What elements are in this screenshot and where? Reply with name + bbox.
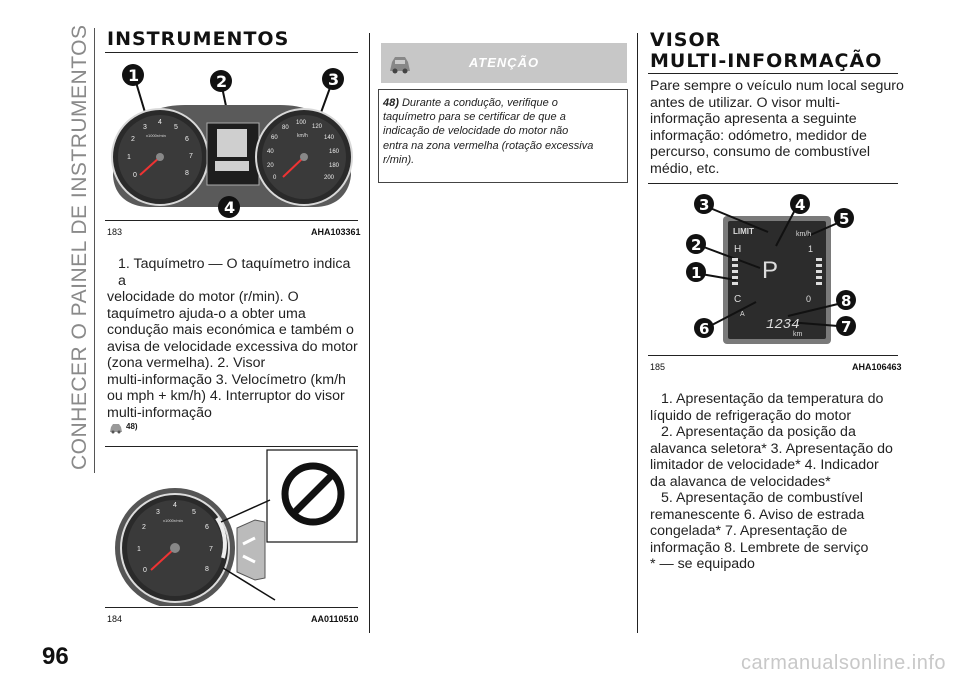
figure-185-code: AHA106463 <box>852 362 902 372</box>
svg-text:P: P <box>762 257 779 284</box>
svg-text:1: 1 <box>137 546 141 553</box>
legend-line: remanescente 6. Aviso de estrada <box>650 506 865 523</box>
display-illustration <box>648 186 898 352</box>
legend-line: 2. Apresentação da posição da <box>661 424 856 440</box>
svg-text:8: 8 <box>841 292 852 310</box>
svg-text:2: 2 <box>691 236 702 254</box>
paragraph-line: taquímetro ajuda-o a obter uma <box>107 305 306 322</box>
warning-ref-number: 48) <box>126 422 138 431</box>
warning-title: ATENÇÃO <box>468 55 540 70</box>
svg-text:3: 3 <box>156 509 160 516</box>
svg-text:2: 2 <box>216 72 228 91</box>
legend-line: limitador de velocidade* 4. Indicador <box>650 457 879 473</box>
legend-line: líquido de refrigeração do motor <box>650 407 852 424</box>
svg-text:x1000r/min: x1000r/min <box>163 518 183 523</box>
svg-text:140: 140 <box>324 135 335 141</box>
warning-header <box>381 43 627 83</box>
warning-line: r/min). <box>383 153 415 166</box>
svg-text:km: km <box>793 331 803 338</box>
svg-text:4: 4 <box>224 198 236 217</box>
svg-text:200: 200 <box>324 175 335 181</box>
svg-text:1: 1 <box>808 244 814 254</box>
svg-text:x1000r/min: x1000r/min <box>146 133 166 138</box>
intro-line: Pare sempre o veículo num local seguro <box>650 78 904 94</box>
svg-text:5: 5 <box>839 210 850 228</box>
section-title-text: CONHECER O PAINEL DE INSTRUMENTOS <box>68 24 91 470</box>
svg-text:H: H <box>734 244 742 255</box>
cluster-illustration <box>105 57 358 220</box>
car-warning-icon <box>108 420 124 434</box>
warning-line: entra na zona vermelha (rotação excessiva <box>383 139 594 152</box>
svg-text:LIMIT: LIMIT <box>733 227 754 236</box>
figure-183-instrument-cluster <box>105 57 358 220</box>
svg-text:8: 8 <box>185 170 189 177</box>
paragraph-line: 1. Taquímetro — O taquímetro indica a <box>118 256 351 289</box>
visor-heading-rule <box>648 73 898 74</box>
svg-text:8: 8 <box>205 566 209 573</box>
visor-intro <box>650 78 905 177</box>
svg-text:180: 180 <box>329 163 340 169</box>
intro-line: informação: odómetro, medidor de <box>650 127 867 144</box>
tachometer-redzone-illustration <box>105 448 358 606</box>
svg-text:0: 0 <box>133 172 137 179</box>
legend-line: * — se equipado <box>650 556 755 572</box>
figure-184-rule <box>105 607 358 608</box>
svg-text:4: 4 <box>795 196 806 214</box>
figure-183-rule <box>105 220 358 221</box>
warning-line: taquímetro para se certificar de que a <box>383 111 566 124</box>
svg-text:20: 20 <box>267 163 274 169</box>
svg-text:0: 0 <box>143 567 147 574</box>
warning-line: indicação de velocidade do motor não <box>383 125 569 138</box>
paragraph-line: velocidade do motor (r/min). O <box>107 289 299 305</box>
svg-text:km/h: km/h <box>297 133 308 139</box>
display-legend <box>650 391 905 573</box>
intro-line: informação apresenta a seguinte <box>650 111 857 127</box>
figure-183-number: 183 <box>107 227 123 237</box>
side-divider <box>94 28 95 473</box>
legend-line: 5. Apresentação de combustível <box>661 490 863 506</box>
paragraph-line: multi-informação 3. Velocímetro (km/h <box>107 371 346 388</box>
warning-line: Durante a condução, verifique o <box>401 97 558 109</box>
watermark: carmanualsonline.info <box>740 652 946 674</box>
figure-184-top-rule <box>105 446 358 447</box>
intro-line: médio, etc. <box>650 160 720 177</box>
svg-text:3: 3 <box>328 70 340 89</box>
warning-text <box>383 96 621 167</box>
figure-184-redzone <box>105 448 358 606</box>
svg-text:60: 60 <box>271 135 278 141</box>
svg-text:4: 4 <box>173 502 177 509</box>
instrumentos-heading: INSTRUMENTOS <box>107 28 290 50</box>
column-divider-1 <box>369 33 370 633</box>
svg-text:2: 2 <box>142 524 146 531</box>
svg-text:80: 80 <box>282 125 289 131</box>
svg-text:40: 40 <box>267 149 274 155</box>
figure-183-code: AHA103361 <box>311 227 361 237</box>
intro-line: percurso, consumo de combustível <box>650 144 871 160</box>
svg-text:7: 7 <box>209 546 213 553</box>
svg-text:5: 5 <box>174 124 178 131</box>
svg-text:1234: 1234 <box>766 317 800 333</box>
paragraph-line: condução mais económica e também o <box>107 322 354 338</box>
legend-line: 1. Apresentação da temperatura do <box>661 391 884 407</box>
paragraph-line: ou mph + km/h) 4. Interruptor do visor <box>107 388 345 404</box>
svg-text:4: 4 <box>158 119 162 126</box>
svg-text:1: 1 <box>691 264 702 282</box>
intro-line: antes de utilizar. O visor multi- <box>650 94 841 111</box>
legend-line: alavanca seletora* 3. Apresentação do <box>650 440 893 457</box>
warning-ref <box>108 420 138 439</box>
svg-text:1: 1 <box>127 154 131 161</box>
visor-heading-line2: MULTI-INFORMAÇÃO <box>650 50 883 72</box>
instrumentos-paragraph <box>107 256 362 421</box>
page-number: 96 <box>42 643 69 670</box>
paragraph-line: avisa de velocidade excessiva do motor <box>107 338 358 355</box>
svg-text:160: 160 <box>329 149 340 155</box>
svg-text:6: 6 <box>185 136 189 143</box>
figure-185-multi-info-display <box>648 186 898 352</box>
svg-text:100: 100 <box>296 120 307 126</box>
svg-text:6: 6 <box>205 524 209 531</box>
section-title-vertical <box>50 10 91 470</box>
svg-text:7: 7 <box>189 153 193 160</box>
legend-line: informação 8. Lembrete de serviço <box>650 539 869 556</box>
figure-185-number: 185 <box>650 362 666 372</box>
svg-text:0: 0 <box>273 175 277 181</box>
svg-text:km/h: km/h <box>796 231 812 238</box>
svg-text:1: 1 <box>128 66 140 85</box>
paragraph-line: multi-informação <box>107 404 212 421</box>
svg-text:3: 3 <box>699 196 710 214</box>
legend-line: congelada* 7. Apresentação de <box>650 523 848 539</box>
column-divider-2 <box>637 33 638 633</box>
svg-text:C: C <box>734 294 742 305</box>
svg-text:0: 0 <box>806 294 812 304</box>
figure-185-rule <box>648 355 898 356</box>
svg-text:2: 2 <box>131 136 135 143</box>
warning-number: 48) <box>383 97 399 109</box>
figure-184-number: 184 <box>107 614 123 624</box>
svg-text:120: 120 <box>312 124 323 130</box>
svg-text:A: A <box>740 311 745 318</box>
legend-line: da alavanca de velocidades* <box>650 473 831 490</box>
svg-text:5: 5 <box>192 509 196 516</box>
figure-185-top-rule <box>648 183 898 184</box>
visor-heading-line1: VISOR <box>650 29 722 51</box>
paragraph-line: (zona vermelha). 2. Visor <box>107 355 266 371</box>
svg-text:3: 3 <box>143 124 147 131</box>
svg-text:6: 6 <box>699 320 710 338</box>
figure-184-code: AA0110510 <box>311 614 359 624</box>
svg-text:7: 7 <box>841 318 852 336</box>
heading-rule <box>105 52 358 53</box>
